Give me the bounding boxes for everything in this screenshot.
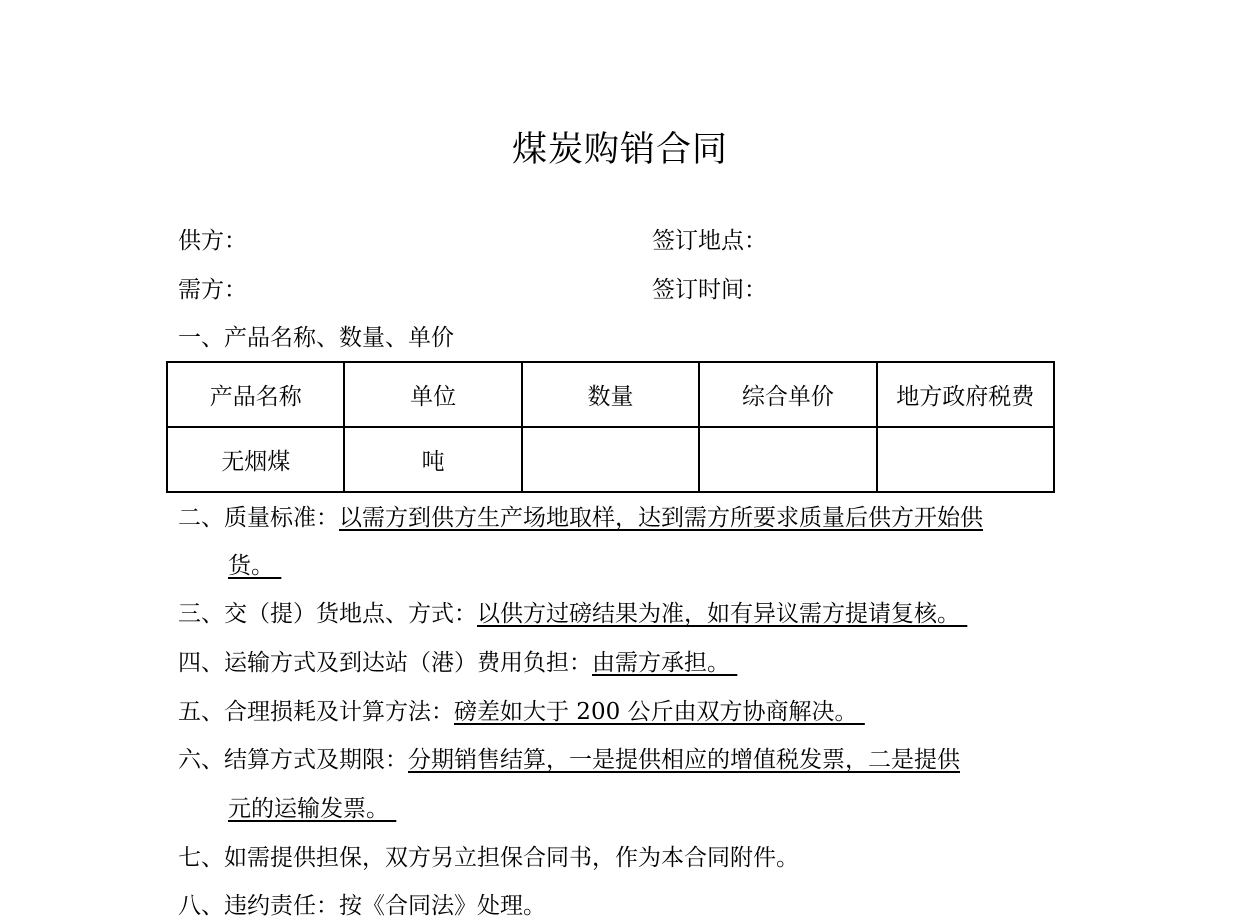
section2-text: 以需方到供方生产场地取样，达到需方所要求质量后供方开始供 — [339, 505, 983, 531]
document-title: 煤炭购销合同 — [511, 130, 728, 170]
section7-line: 七、如需提供担保，双方另立担保合同书，作为本合同附件。 — [178, 845, 799, 871]
section3-label: 三、交（提）货地点、方式： — [178, 601, 477, 627]
signing-time-label: 签订时间： — [652, 277, 767, 303]
section5-text: 磅差如大于 200 公斤由双方协商解决。 — [454, 699, 858, 725]
section2-label: 二、质量标准： — [178, 505, 339, 531]
section6-text: 分期销售结算，一是提供相应的增值税发票，二是提供 — [408, 747, 960, 773]
section2-line1 — [178, 503, 983, 533]
section6-line1 — [178, 745, 960, 775]
section8-line: 八、违约责任：按《合同法》处理。 — [178, 893, 546, 919]
section5-line — [178, 697, 865, 727]
cell-quantity — [522, 427, 699, 492]
product-table — [166, 361, 1055, 493]
header-local-tax: 地方政府税费 — [877, 362, 1054, 427]
section2-text-continued: 货。 — [228, 553, 274, 579]
section4-line — [178, 648, 737, 678]
section4-text: 由需方承担。 — [592, 650, 730, 676]
buyer-label: 需方： — [178, 277, 247, 303]
section6-line2 — [228, 794, 396, 824]
section3-text: 以供方过磅结果为准，如有异议需方提请复核。 — [477, 601, 960, 627]
cell-local-tax — [877, 427, 1054, 492]
supplier-label: 供方： — [178, 228, 247, 254]
cell-unit-price — [699, 427, 876, 492]
table-header-row — [167, 362, 1054, 427]
cell-product-name: 无烟煤 — [167, 427, 344, 492]
section6-label: 六、结算方式及期限： — [178, 747, 408, 773]
table-row — [167, 427, 1054, 492]
section3-line — [178, 599, 967, 629]
cell-unit: 吨 — [344, 427, 521, 492]
section4-label: 四、运输方式及到达站（港）费用负担： — [178, 650, 592, 676]
header-unit: 单位 — [344, 362, 521, 427]
header-unit-price: 综合单价 — [699, 362, 876, 427]
section5-label: 五、合理损耗及计算方法： — [178, 699, 454, 725]
header-quantity: 数量 — [522, 362, 699, 427]
section6-text-continued: 元的运输发票。 — [228, 796, 389, 822]
signing-place-label: 签订地点： — [652, 228, 767, 254]
section1-heading: 一、产品名称、数量、单价 — [178, 325, 454, 351]
header-product-name: 产品名称 — [167, 362, 344, 427]
section2-line2 — [228, 551, 281, 581]
